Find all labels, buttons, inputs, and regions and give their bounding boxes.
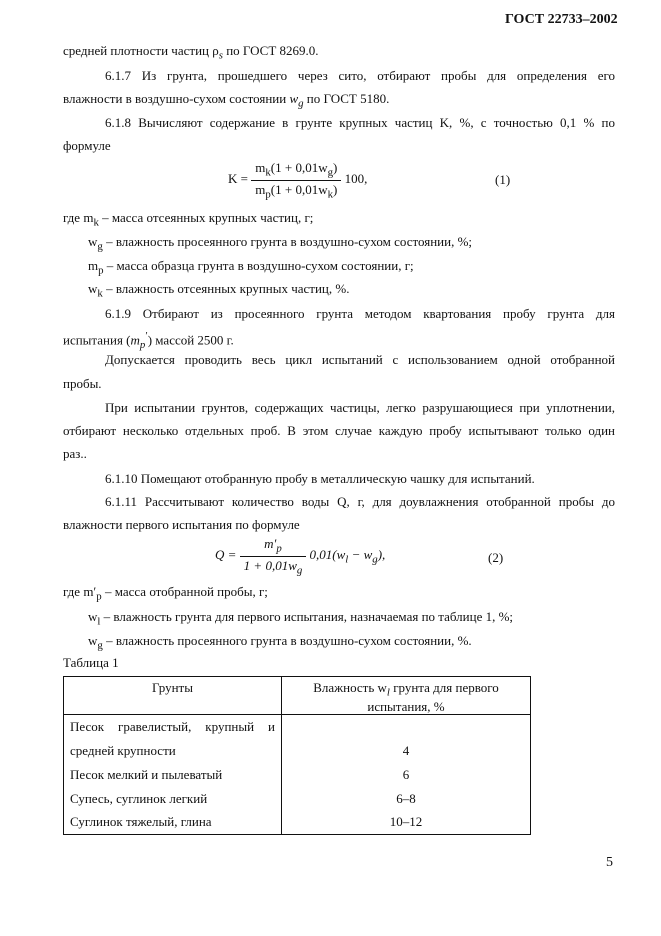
paragraph-test-line: При испытании грунтов, содержащих частицы, легко разрушающиеся при уплотнении, [105,400,615,415]
table-1 [63,676,531,835]
formula-2-number: (2) [488,550,504,565]
paragraph-6-1-10: 6.1.10 Помещают отобранную пробу в металлическую чашку для испытаний. [105,471,535,486]
document-header: ГОСТ 22733–2002 [505,12,618,27]
definition-line: где $m_k$ – масса отсеянных крупных частиц, г; [63,210,314,229]
table-header-moisture: Влажность $w_l$ грунта для первого испытания, % [282,677,531,715]
definition-line: $w_k$ – влажность отсеянных крупных частиц, %. [88,281,350,300]
paragraph-6-1-7-line: 6.1.7 Из грунта, прошедшего через сито, отбирают пробы для определения его [105,68,615,83]
formula-2-lhs: Q = [215,547,237,563]
definition-line: $w_g$ – влажность просеянного грунта в воздушно-сухом состоянии, %. [88,633,472,652]
definition-line: $w_g$ – влажность просеянного грунта в воздушно-сухом состоянии, %; [88,234,473,253]
table-row [64,715,531,739]
table-cell-moisture [282,715,531,739]
formula-2-fraction: $\frac{m'_p}{1 + 0,01w_g}$ [240,536,307,576]
table-caption: Таблица 1 [63,655,119,670]
paragraph-6-1-8-line: формуле [63,138,111,153]
paragraph-6-1-11-line: влажности первого испытания по формуле [63,517,300,532]
page-number: 5 [606,855,613,870]
table-row [64,787,531,811]
paragraph-6-1-7-line: влажности в воздушно-сухом состоянии $w_g$ по ГОСТ 5180. [63,91,390,110]
table-header-soils: Грунты [64,677,282,715]
formula-1-lhs: K = [228,171,248,187]
table-cell-moisture: 6 [282,763,531,787]
formula-1: K = $\frac{m_k(1 + 0,01w_g)}{m_p(1 + 0,01w_k)}$ 100, [228,160,368,201]
paragraph-6-1-9-line: испытания $(m_p')$ массой 2500 г. [63,330,234,351]
paragraph-allow-line: пробы. [63,376,102,391]
definition-line: где $m'_p$ – масса отобранной пробы, г; [63,584,268,603]
table-cell-soil: Суглинок тяжелый, глина [64,811,282,835]
table-cell-moisture: 4 [282,739,531,763]
table-row [64,811,531,835]
formula-1-fraction: $\frac{m_k(1 + 0,01w_g)}{m_p(1 + 0,01w_k)}$ [251,160,341,200]
text-line: средней плотности частиц $\rho_s$ по ГОСТ 8269.0. [63,43,319,62]
paragraph-6-1-9-line: 6.1.9 Отбирают из просеянного грунта методом квартования пробу грунта для [105,306,615,321]
table-row [64,763,531,787]
paragraph-allow-line: Допускается проводить весь цикл испытаний с использованием одной отобранной [105,352,615,367]
paragraph-test-line: раз.. [63,446,87,461]
formula-1-number: (1) [495,172,511,187]
table-cell-moisture: 6–8 [282,787,531,811]
table-cell-soil: Супесь, суглинок легкий [64,787,282,811]
paragraph-test-line: отбирают несколько отдельных проб. В этом случае каждую пробу испытывают только один [63,423,615,438]
definition-line: $m_p$ – масса образца грунта в воздушно-сухом состоянии, г; [88,258,414,277]
table-row [64,739,531,763]
table-cell-moisture: 10–12 [282,811,531,835]
table-cell-soil: Песок гравелистый, крупный и [64,715,282,739]
table-header-row [64,677,531,715]
paragraph-6-1-11-line: 6.1.11 Рассчитывают количество воды Q, г, для доувлажнения отобранной пробы до [105,494,615,509]
formula-2: Q = $\frac{m'_p}{1 + 0,01w_g}$ $0,01(w_l - w_g)$, [215,536,386,577]
table-cell-soil: средней крупности [64,739,282,763]
table-cell-soil: Песок мелкий и пылеватый [64,763,282,787]
paragraph-6-1-8-line: 6.1.8 Вычисляют содержание в грунте крупных частиц K, %, с точностью 0,1 % по [105,115,615,130]
definition-line: $w_l$ – влажность грунта для первого испытания, назначаемая по таблице 1, %; [88,609,514,628]
